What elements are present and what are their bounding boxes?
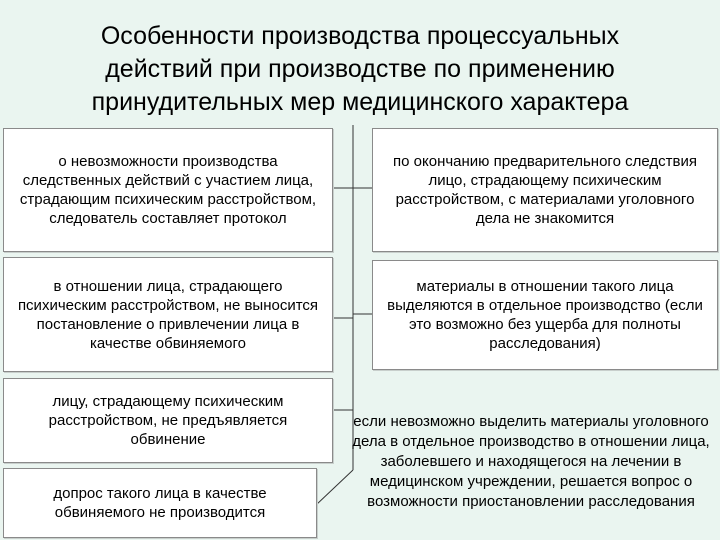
left-box-1-text: о невозможности производства следственных действий с участием лица, страдающим психическим расстройством, следователь составляет протокол xyxy=(19,153,317,227)
right-box-suspension xyxy=(345,384,717,540)
left-box-no-interrogation xyxy=(3,468,317,538)
title-line-1: Особенности производства процессуальных xyxy=(100,22,620,50)
right-box-3-text: если невозможно выделить материалы уголовного дела в отдельное производство в отношении лица, заболевшего и находящегося на лечении в медицинском учреждении, решается вопрос о возможности приостановлении расследования xyxy=(352,413,710,510)
left-box-3-text: лицу, страдающему психическим расстройством, не предъявляется обвинение xyxy=(48,393,288,448)
left-box-2-text: в отношении лица, страдающего психическим расстройством, не выносится постановление о привлечении лица в качестве обвиняемого xyxy=(17,277,319,352)
left-box-no-charge xyxy=(3,378,333,463)
right-box-no-familiarization xyxy=(372,128,718,252)
right-box-separate-proceedings xyxy=(372,260,718,370)
title-line-3: принудительных мер медицинского характера xyxy=(91,88,629,116)
right-box-1-text: по окончанию предварительного следствия лицо, страдающему психическим расстройством, с материалами уголовного дела не знакомится xyxy=(393,153,697,227)
left-box-protocol xyxy=(3,128,333,252)
right-box-2-text: материалы в отношении такого лица выделяются в отдельное производство (если это возможно без ущерба для полноты расследования) xyxy=(387,278,703,352)
title-line-2: действий при производстве по применению xyxy=(105,55,615,83)
left-box-no-resolution xyxy=(3,257,333,372)
left-box-4-text: допрос такого лица в качестве обвиняемого не производится xyxy=(53,485,267,521)
